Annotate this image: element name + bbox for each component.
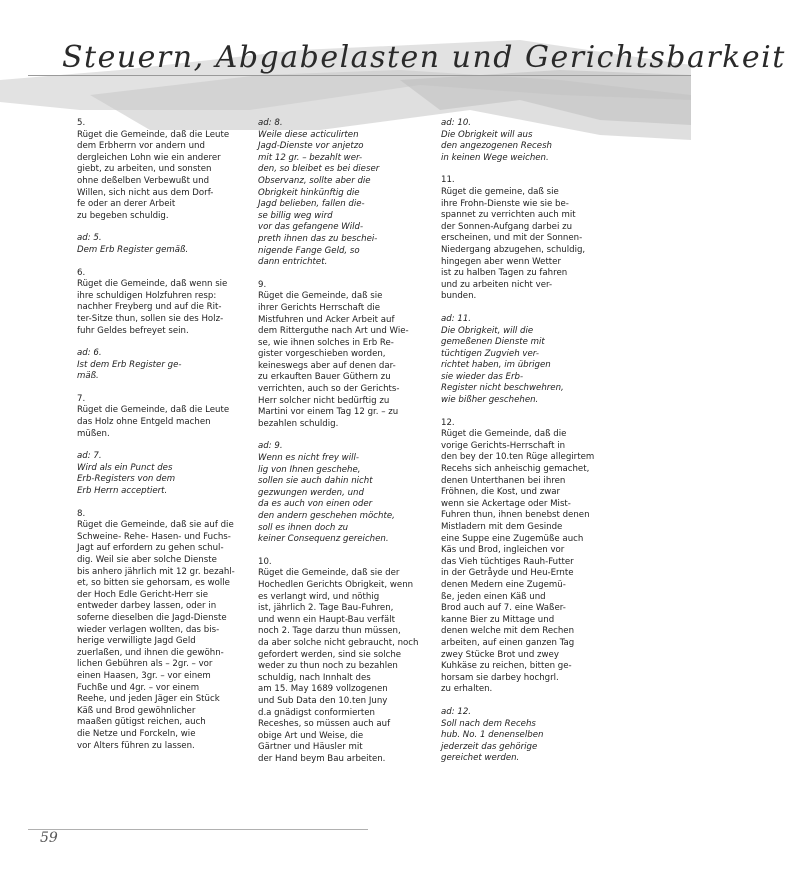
text-line: denen welche mit dem Rechen — [441, 626, 575, 637]
text-line: wie bißher geschehen. — [441, 395, 539, 406]
text-line: hingegen aber wenn Wetter — [441, 256, 561, 267]
text-line: preth ihnen das zu beschei- — [258, 233, 378, 244]
text-line: denen Medern eine Zugemü- — [441, 579, 566, 590]
text-line: jederzeit das gehörige — [441, 741, 538, 752]
text-line: keiner Consequenz gereichen. — [258, 534, 389, 545]
paragraph-label: 5. — [77, 118, 86, 128]
reply-block — [258, 441, 428, 545]
text-line: spannet zu verrichten auch mit — [441, 210, 576, 221]
text-line: Obrigkeit hinkünftig die — [258, 187, 360, 198]
text-line: ist, jährlich 2. Tage Bau-Fuhren, — [258, 603, 394, 614]
complaint-block — [258, 557, 428, 766]
text-line: Die Obrigkeit, will die — [441, 325, 534, 336]
text-line: Mistfuhren und Acker Arbeit auf — [258, 314, 395, 325]
text-line: am 15. May 1689 vollzogenen — [258, 684, 388, 695]
text-line: Erb-Registers von dem — [77, 474, 176, 485]
text-line: richtet haben, im übrigen — [441, 360, 551, 371]
complaint-block — [258, 280, 428, 431]
footer-rule — [28, 829, 368, 830]
text-line: Martini vor einem Tag 12 gr. – zu — [258, 407, 399, 418]
text-line: sollen sie auch dahin nicht — [258, 476, 373, 487]
text-line: hub. No. 1 denenselben — [441, 730, 544, 741]
text-line: Hochedlen Gerichts Obrigkeit, wenn — [258, 579, 414, 590]
text-line: Recehs sich anheischig gemachet, — [441, 464, 590, 475]
text-line: Brod auch auf 7. eine Waßer- — [441, 603, 566, 614]
text-line: Observanz, sollte aber die — [258, 175, 371, 186]
text-line: das Vieh tüchtiges Rauh-Futter — [441, 556, 574, 567]
text-line: kanne Bier zu Mittage und — [441, 614, 555, 625]
text-line: se, wie ihnen solches in Erb Re- — [258, 337, 394, 348]
paragraph-label: ad: 12. — [441, 706, 472, 717]
text-line: Käß und Brod gewöhnlicher — [77, 705, 196, 716]
text-line: herige verwilligte Jagd Geld — [77, 636, 196, 647]
text-line: soll es ihnen doch zu — [258, 522, 349, 533]
text-line: denen Unterthanen bei ihren — [441, 475, 566, 486]
text-line: fe oder an derer Arbeit — [77, 199, 176, 210]
text-line: weder zu thun noch zu bezahlen — [258, 661, 398, 672]
column-3 — [441, 118, 616, 765]
text-line: ihre Frohn-Dienste wie sie be- — [441, 198, 569, 209]
text-line: obige Art und Weise, die — [258, 730, 364, 741]
reply-block — [77, 233, 247, 256]
complaint-block — [77, 509, 247, 752]
text-line: gereichet werden. — [441, 753, 520, 764]
text-line: dig. Weil sie aber solche Dienste — [77, 555, 217, 565]
text-line: Register nicht beschwehren, — [441, 383, 564, 394]
text-line: und wenn ein Haupt-Bau verfält — [258, 614, 395, 625]
text-line: dem Ritterguthe nach Art und Wie- — [258, 326, 409, 337]
text-line: und zu arbeiten nicht ver- — [441, 279, 553, 290]
text-line: der Hoch Edle Gericht-Herr sie — [77, 589, 208, 600]
paragraph-label: 8. — [77, 508, 86, 519]
text-line: maaßen gütigst reichen, auch — [77, 717, 206, 728]
text-line: ihrer Gerichts Herrschaft die — [258, 302, 381, 313]
text-line: Jagt auf erfordern zu gehen schul- — [77, 543, 224, 554]
text-line: mit 12 gr. – bezahlt wer- — [258, 152, 363, 163]
text-line: Wenn es nicht frey will- — [258, 453, 359, 464]
text-line: Herr solcher nicht bedürftig zu — [258, 395, 390, 406]
text-line: Rüget die Gemeinde, daß sie der — [258, 568, 400, 579]
complaint-block — [77, 118, 247, 222]
text-line: der Hand beym Bau arbeiten. — [258, 753, 386, 764]
text-line: Soll nach dem Recehs — [441, 718, 536, 729]
text-line: die Netze und Forckeln, wie — [77, 728, 196, 739]
text-line: Jagd-Dienste vor anjetzo — [258, 141, 364, 152]
text-line: Wird als ein Punct des — [77, 462, 173, 473]
text-line: das Holz ohne Entgeld machen — [77, 417, 211, 428]
text-line: Fuhren thun, ihnen benebst denen — [441, 510, 590, 521]
text-line: in der Getråyde und Heu-Ernte — [441, 568, 574, 579]
text-line: wenn sie Ackertage oder Mist- — [441, 498, 571, 509]
text-line: schuldig, nach Innhalt des — [258, 672, 371, 683]
text-line: da aber solche nicht gebraucht, noch — [258, 637, 419, 648]
text-line: den andern geschehen möchte, — [258, 511, 395, 521]
complaint-block — [441, 418, 616, 696]
text-line: Rüget die Gemeinde, daß sie — [258, 291, 383, 302]
reply-block — [441, 118, 616, 164]
text-line: gemeßenen Dienste mit — [441, 337, 545, 348]
text-line: lig von Ihnen geschehe, — [258, 464, 361, 475]
text-line: einen Haasen, 3gr. – vor einem — [77, 670, 211, 681]
paragraph-label: ad: 8. — [258, 118, 283, 128]
text-line: bunden. — [441, 291, 477, 302]
text-line: nachher Freyberg und auf die Rit- — [77, 302, 222, 313]
text-line: vor Alters führen zu lassen. — [77, 740, 195, 751]
reply-block — [258, 118, 428, 269]
text-line: dann entrichtet. — [258, 257, 328, 268]
paragraph-label: 7. — [77, 393, 86, 404]
text-line: lichen Gebühren als – 2gr. – vor — [77, 659, 213, 670]
text-line: bis anhero jährlich mit 12 gr. bezahl- — [77, 566, 235, 577]
column-1 — [77, 118, 247, 752]
text-line: Rüget die gemeine, daß sie — [441, 186, 559, 197]
text-line: dem Erbherrn vor andern und — [77, 141, 205, 152]
text-line: noch 2. Tage darzu thun müssen, — [258, 626, 401, 637]
text-line: zu erkauften Bauer Güthern zu — [258, 372, 391, 383]
text-line: gefordert werden, sind sie solche — [258, 649, 402, 660]
text-line: ohne deßelben Verbewußt und — [77, 175, 210, 186]
text-line: den bey der 10.ten Rüge allegirtem — [441, 452, 595, 463]
text-line: Jagd belieben, fallen die- — [258, 199, 365, 210]
text-line: es verlangt wird, und nöthig — [258, 591, 380, 602]
text-line: bezahlen schuldig. — [258, 418, 339, 429]
text-line: verrichten, auch so der Gerichts- — [258, 384, 400, 395]
text-line: zwey Stücke Brot und zwey — [441, 649, 559, 660]
text-line: Erb Herrn acceptiert. — [77, 486, 168, 497]
text-line: müßen. — [77, 428, 110, 439]
text-line: et, so bitten sie gehorsam, es wolle — [77, 578, 230, 589]
paragraph-label: 9. — [258, 279, 267, 290]
text-line: Rüget die Gemeinde, daß die Leute — [77, 405, 230, 416]
text-line: fuhr Geldes befreyet sein. — [77, 325, 189, 336]
text-line: ße, jeden einen Käß und — [441, 591, 546, 602]
complaint-block — [441, 175, 616, 303]
text-line: den angezogenen Recesh — [441, 141, 552, 152]
paragraph-label: 12. — [441, 417, 455, 428]
complaint-block — [77, 394, 247, 440]
text-line: se billig weg wird — [258, 210, 333, 221]
paragraph-label: ad: 6. — [77, 348, 102, 359]
text-line: keineswegs aber auf denen dar- — [258, 360, 396, 371]
paragraph-label: ad: 5. — [77, 233, 102, 244]
page-title: Steuern, Abgabelasten und Gerichtsbarkeit — [62, 40, 786, 75]
text-line: vor das gefangene Wild- — [258, 222, 364, 233]
text-line: Weile diese acticulirten — [258, 129, 359, 140]
paragraph-label: ad: 9. — [258, 441, 283, 452]
text-line: Fröhnen, die Kost, und zwar — [441, 487, 561, 498]
text-line: dergleichen Lohn wie ein anderer — [77, 152, 221, 163]
page-number: 59 — [40, 830, 58, 846]
text-line: Kuhkäse zu reichen, bitten ge- — [441, 661, 572, 672]
paragraph-label: ad: 7. — [77, 451, 102, 462]
text-line: Rüget die Gemeinde, daß sie auf die — [77, 520, 234, 531]
text-line: tüchtigen Zugvieh ver- — [441, 348, 539, 359]
text-line: mäß. — [77, 371, 99, 382]
text-line: horsam sie darbey hochgrl. — [441, 672, 559, 683]
paragraph-label: ad: 10. — [441, 118, 472, 128]
text-line: Rüget die Gemeinde, daß die — [441, 429, 567, 440]
text-line: zuerlaßen, und ihnen die gewöhn- — [77, 647, 224, 658]
paragraph-label: 10. — [258, 556, 272, 567]
text-line: Fuchße und 4gr. – vor einem — [77, 682, 200, 693]
text-line: gezwungen werden, und — [258, 487, 364, 498]
text-line: vorige Gerichts-Herrschaft in — [441, 440, 566, 451]
text-line: Die Obrigkeit will aus — [441, 129, 533, 140]
text-line: Niedergang abzugehen, schuldig, — [441, 244, 586, 255]
text-line: erscheinen, und mit der Sonnen- — [441, 233, 583, 244]
text-line: ihre schuldigen Holzfuhren resp: — [77, 290, 217, 301]
paragraph-label: ad: 11. — [441, 313, 472, 324]
text-line: nigende Fange Geld, so — [258, 245, 360, 256]
text-line: gister vorgeschieben worden, — [258, 349, 386, 360]
text-line: Ist dem Erb Register ge- — [77, 359, 182, 370]
text-line: sie wieder das Erb- — [441, 371, 524, 382]
text-line: den, so bleibet es bei dieser — [258, 164, 380, 175]
paragraph-label: 11. — [441, 175, 455, 186]
paragraph-label: 6. — [77, 267, 86, 278]
text-line: Reehe, und jeden Jäger ein Stück — [77, 694, 220, 705]
text-line: zu erhalten. — [441, 684, 493, 695]
reply-block — [441, 314, 616, 407]
text-line: wieder verlagen wollten, das bis- — [77, 624, 220, 635]
text-line: und Sub Data den 10.ten Juny — [258, 695, 388, 706]
text-line: zu begeben schuldig. — [77, 210, 169, 221]
text-line: Gärtner und Häusler mit — [258, 742, 363, 753]
text-line: giebt, zu arbeiten, und sonsten — [77, 164, 212, 175]
text-line: Käs und Brod, ingleichen vor — [441, 545, 565, 556]
text-line: Schweine- Rehe- Hasen- und Fuchs- — [77, 531, 231, 542]
column-2 — [258, 118, 428, 765]
text-line: Willen, sich nicht aus dem Dorf- — [77, 187, 214, 198]
text-line: Rüget die Gemeinde, daß wenn sie — [77, 279, 228, 290]
text-line: Rüget die Gemeinde, daß die Leute — [77, 129, 230, 140]
reply-block — [441, 707, 616, 765]
text-line: Mistladern mit dem Gesinde — [441, 522, 563, 532]
text-line: ist zu halben Tagen zu fahren — [441, 268, 568, 279]
text-line: der Sonnen-Aufgang darbei zu — [441, 221, 573, 232]
text-line: entweder darbey lassen, oder in — [77, 601, 217, 612]
reply-block — [77, 451, 247, 497]
complaint-block — [77, 268, 247, 338]
text-line: Receshes, so müssen auch auf — [258, 719, 391, 730]
text-line: in keinen Wege weichen. — [441, 152, 549, 163]
text-line: soferne dieselben die Jagd-Dienste — [77, 612, 227, 623]
reply-block — [77, 348, 247, 383]
text-line: arbeiten, auf einen ganzen Tag — [441, 637, 575, 648]
text-line: eine Suppe eine Zugemüße auch — [441, 533, 584, 544]
text-line: Dem Erb Register gemäß. — [77, 244, 189, 255]
text-line: ter-Sitze thun, sollen sie des Holz- — [77, 313, 224, 324]
text-line: da es auch von einen oder — [258, 499, 373, 510]
text-line: d.a gnädigst conformierten — [258, 707, 376, 718]
